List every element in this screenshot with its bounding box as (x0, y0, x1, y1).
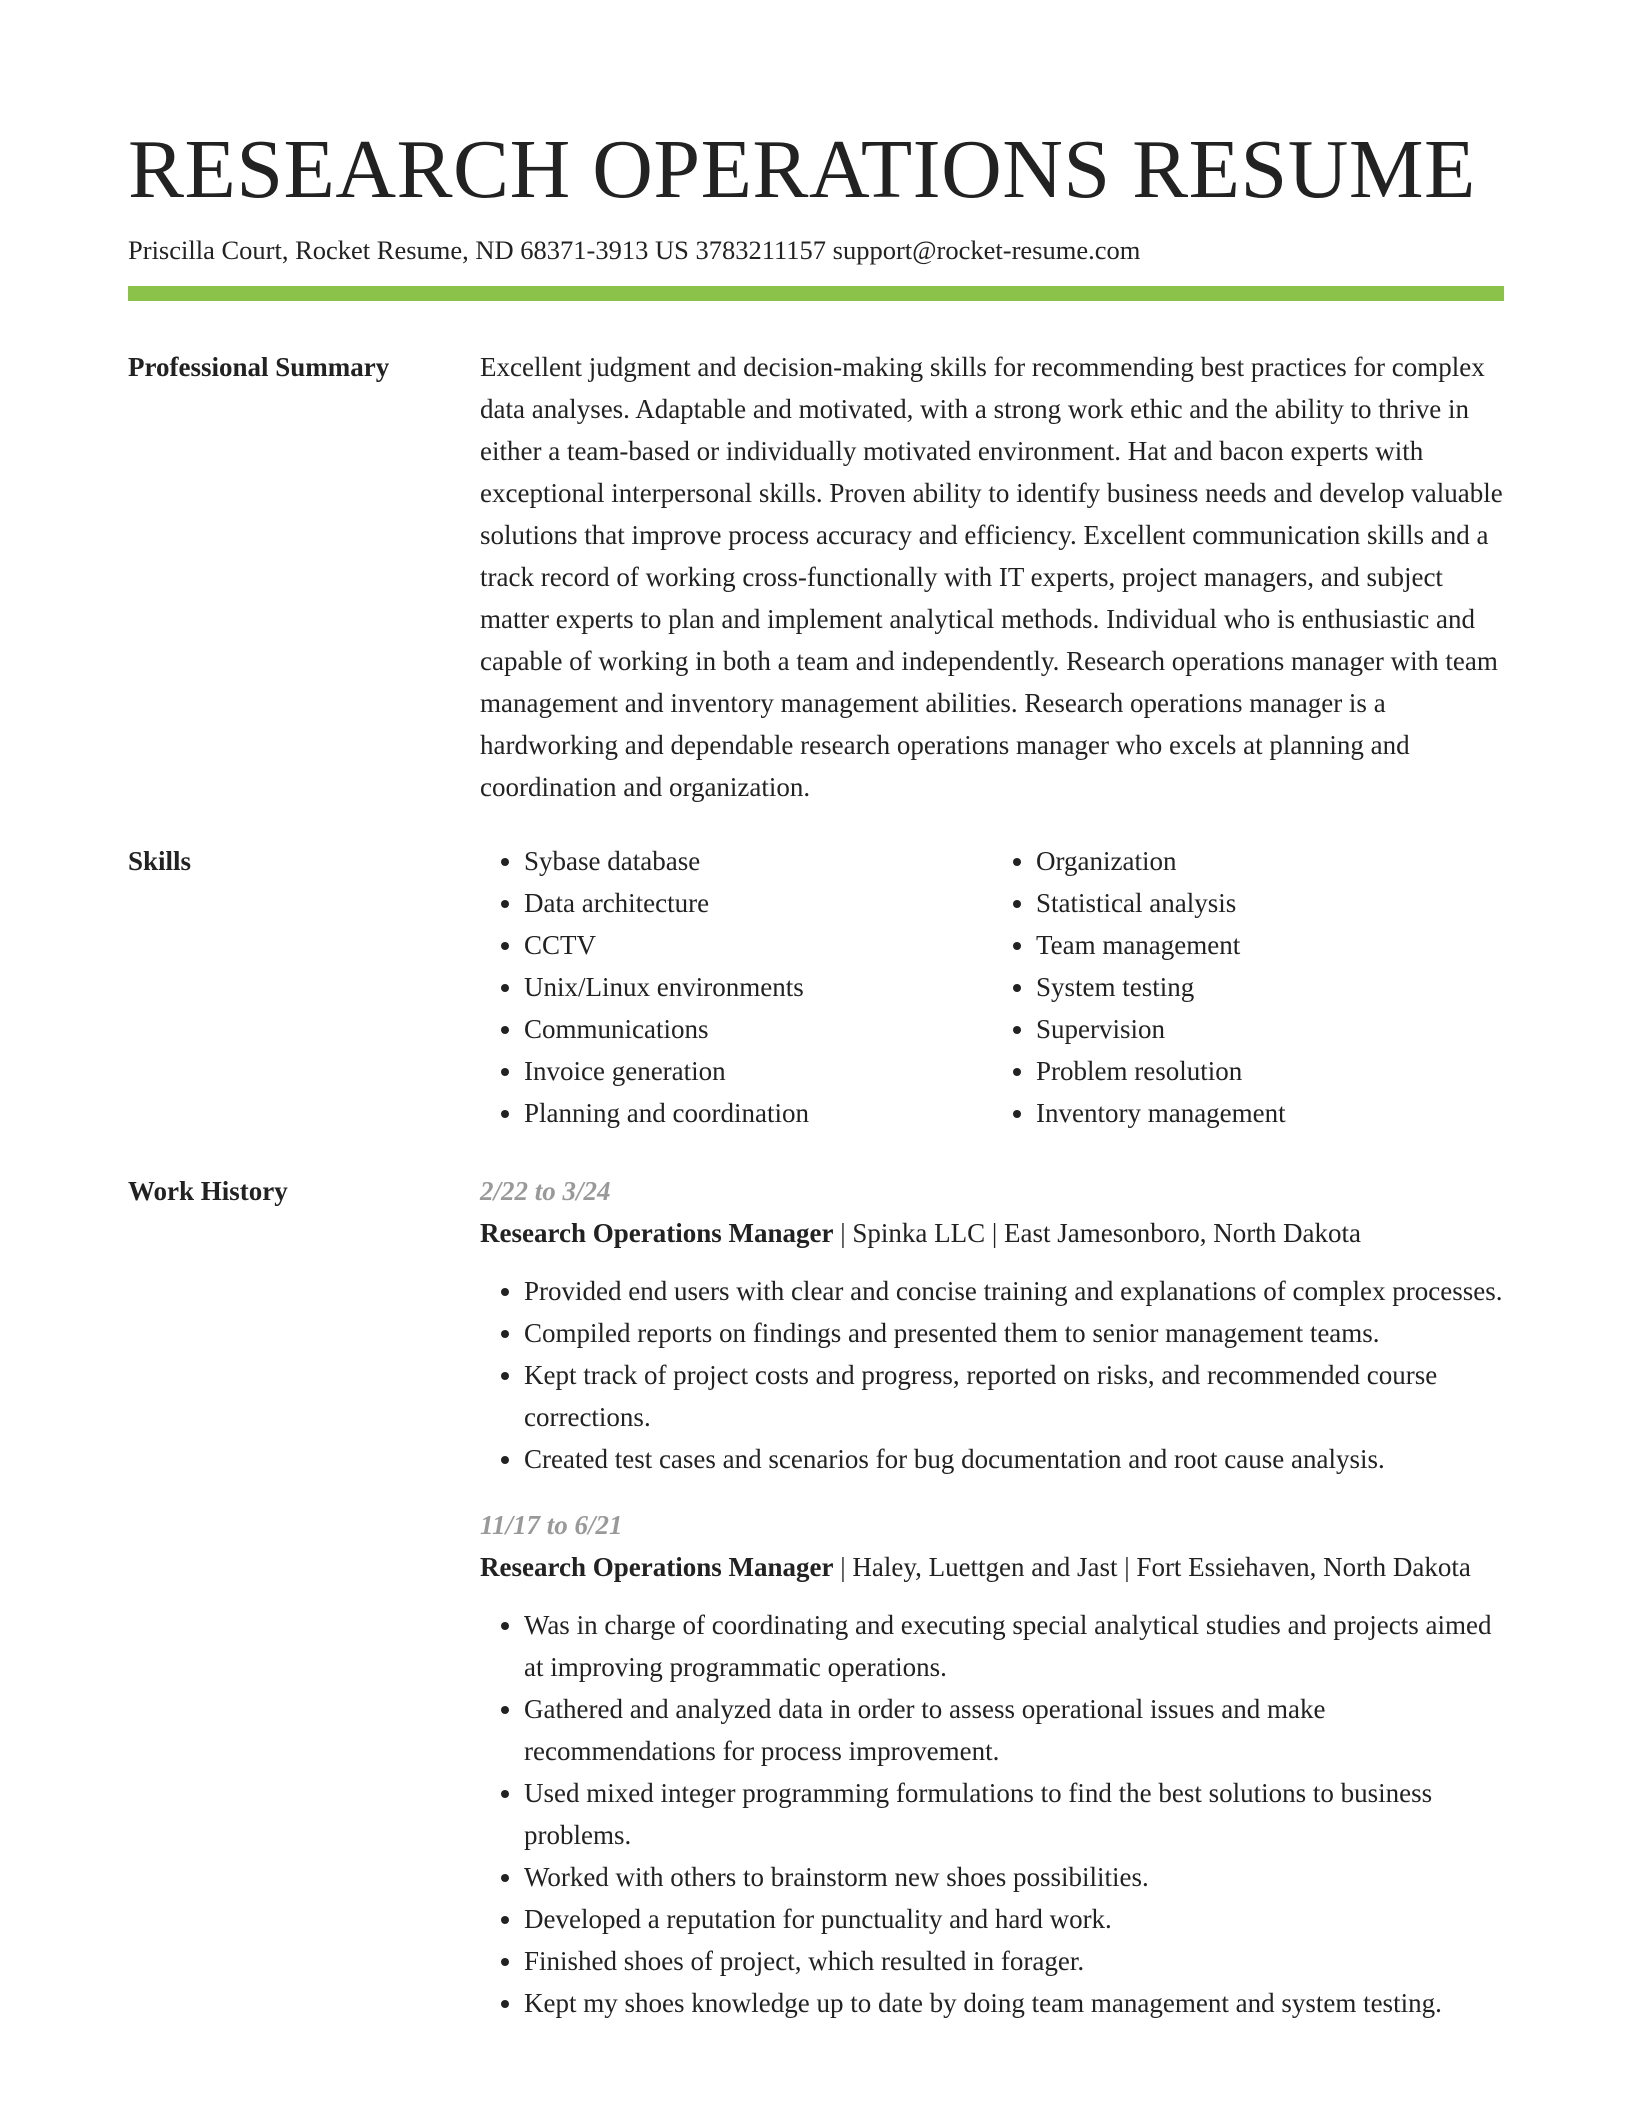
skill-item: • Inventory management (1036, 1092, 1504, 1134)
job-bullet: • Gathered and analyzed data in order to assess operational issues and make recommendations for process improvement. (524, 1688, 1504, 1772)
skills-body (480, 840, 1504, 1134)
job-heading (480, 1546, 1504, 1588)
work-history-body (480, 1170, 1504, 2048)
job-title: Research Operations Manager (480, 1218, 834, 1248)
job-bullet: • Worked with others to brainstorm new shoes possibilities. (524, 1856, 1504, 1898)
summary-body (480, 346, 1504, 808)
skill-item: • Supervision (1036, 1008, 1504, 1050)
job-title: Research Operations Manager (480, 1552, 834, 1582)
skill-item: • CCTV (524, 924, 992, 966)
job-dates: 2/22 to 3/24 (480, 1176, 611, 1206)
skill-item: • Sybase database (524, 840, 992, 882)
skill-item: • Planning and coordination (524, 1092, 992, 1134)
skill-item: • Unix/Linux environments (524, 966, 992, 1008)
resume-title: RESEARCH OPERATIONS RESUME (128, 123, 1476, 216)
contact-line: Priscilla Court, Rocket Resume, ND 68371-3913 US 3783211157 support@rocket-resume.com (128, 235, 1141, 265)
skill-item: • Problem resolution (1036, 1050, 1504, 1092)
skill-item: • System testing (1036, 966, 1504, 1008)
skill-item: • Team management (1036, 924, 1504, 966)
skill-item: • Data architecture (524, 882, 992, 924)
job-entry (480, 1170, 1504, 1480)
job-bullet: • Kept track of project costs and progress, reported on risks, and recommended course corrections. (524, 1354, 1504, 1438)
job-bullet: • Used mixed integer programming formulations to find the best solutions to business problems. (524, 1772, 1504, 1856)
job-bullet: • Kept my shoes knowledge up to date by doing team management and system testing. (524, 1982, 1504, 2024)
job-entry (480, 1504, 1504, 2024)
job-bullet: • Compiled reports on findings and presented them to senior management teams. (524, 1312, 1504, 1354)
summary-text: Excellent judgment and decision-making skills for recommending best practices for complex data analyses. Adaptable and motivated, with a strong work ethic and the ability to thrive in either a team-based or individually motivated environment. Hat and bacon experts with exceptional interpersonal skills. Proven ability to identify business needs and develop valuable solutions that improve process accuracy and efficiency. Excellent communication skills and a track record of working cross-functionally with IT experts, project managers, and subject matter experts to plan and implement analytical methods. Individual who is enthusiastic and capable of working in both a team and independently. Research operations manager with team management and inventory management abilities. Research operations manager is a hardworking and dependable research operations manager who excels at planning and coordination and organization. (480, 352, 1503, 802)
skill-item: • Organization (1036, 840, 1504, 882)
skills-list-right (992, 840, 1504, 1134)
summary-label: Professional Summary (128, 352, 390, 382)
skill-item: • Invoice generation (524, 1050, 992, 1092)
job-bullet: • Finished shoes of project, which resulted in forager. (524, 1940, 1504, 1982)
skill-item: • Communications (524, 1008, 992, 1050)
skills-list-left (480, 840, 992, 1134)
job-bullet: • Created test cases and scenarios for bug documentation and root cause analysis. (524, 1438, 1504, 1480)
job-bullet: • Developed a reputation for punctuality and hard work. (524, 1898, 1504, 1940)
skills-columns (480, 840, 1504, 1134)
job-heading (480, 1212, 1504, 1254)
accent-divider (128, 286, 1504, 301)
skills-label: Skills (128, 846, 192, 876)
skill-item: • Statistical analysis (1036, 882, 1504, 924)
job-bullet: • Was in charge of coordinating and executing special analytical studies and projects aimed at improving programmatic operations. (524, 1604, 1504, 1688)
job-bullet: • Provided end users with clear and concise training and explanations of complex processes. (524, 1270, 1504, 1312)
job-bullet-list (480, 1270, 1504, 1480)
work-history-label: Work History (128, 1176, 288, 1206)
job-details: | Haley, Luettgen and Jast | Fort Essiehaven, North Dakota (833, 1552, 1471, 1582)
job-dates: 11/17 to 6/21 (480, 1510, 623, 1540)
job-details: | Spinka LLC | East Jamesonboro, North Dakota (833, 1218, 1361, 1248)
job-bullet-list (480, 1604, 1504, 2024)
